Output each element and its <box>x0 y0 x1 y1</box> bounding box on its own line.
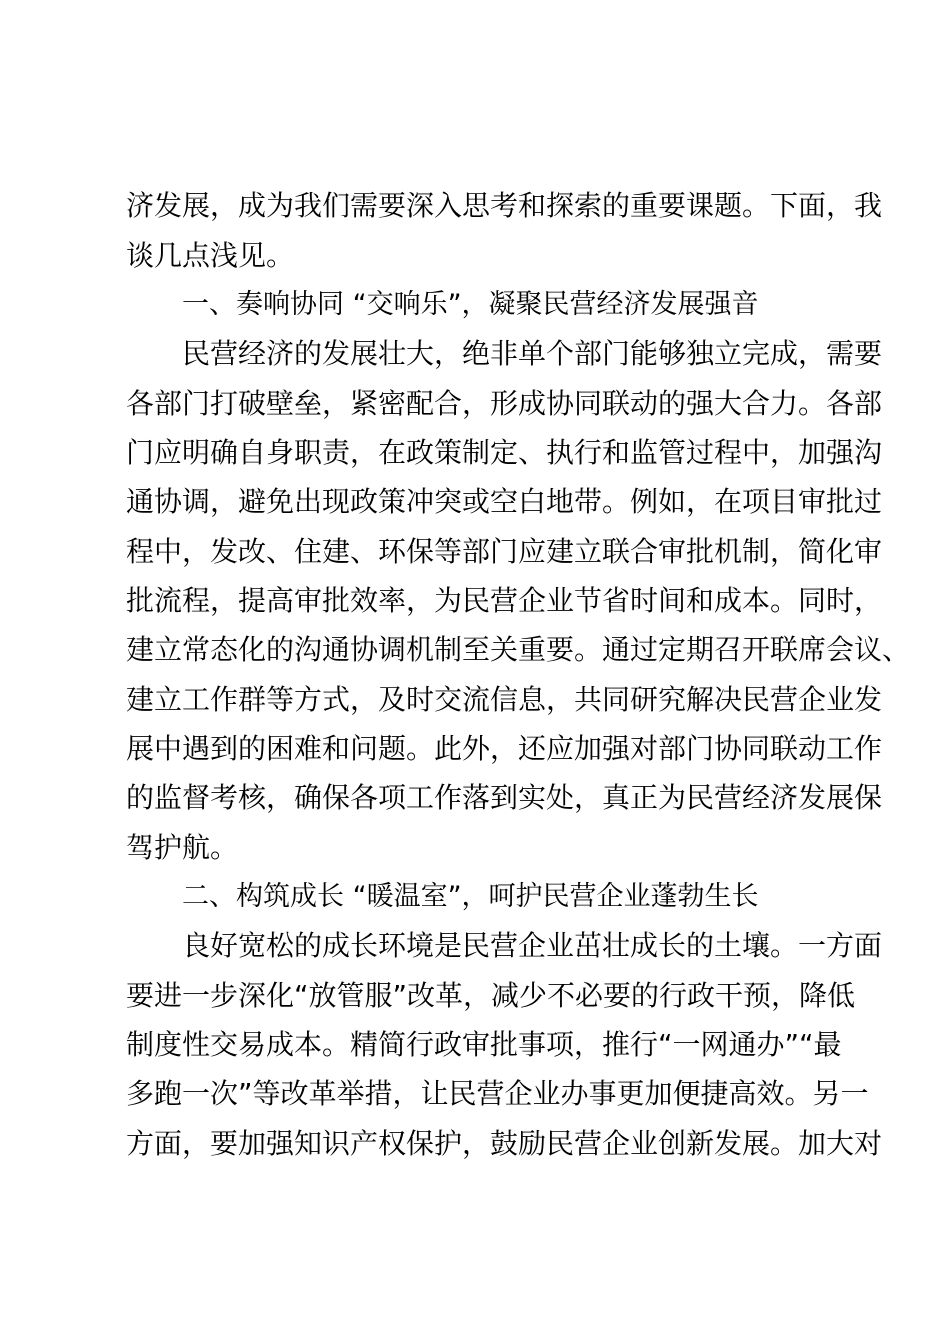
body-text-line: 各部门打破壁垒，紧密配合，形成协同联动的强大合力。各部 <box>126 387 883 420</box>
body-text-line: 要进一步深化“放管服”改革，减少不必要的行政干预，降低 <box>126 979 856 1012</box>
section-heading: 二、构筑成长 “暖温室”，呵护民营企业蓬勃生长 <box>182 881 759 912</box>
body-text-line: 良好宽松的成长环境是民营企业茁壮成长的土壤。一方面 <box>182 929 883 962</box>
body-text-line: 批流程，提高审批效率，为民营企业节省时间和成本。同时， <box>126 584 883 617</box>
body-text-line: 多跑一次”等改革举措，让民营企业办事更加便捷高效。另一 <box>126 1077 869 1110</box>
body-text-line: 济发展，成为我们需要深入思考和探索的重要课题。下面，我 <box>126 189 883 222</box>
body-text-line: 程中，发改、住建、环保等部门应建立联合审批机制，简化审 <box>126 535 883 568</box>
body-text-line: 方面，要加强知识产权保护，鼓励民营企业创新发展。加大对 <box>126 1127 883 1160</box>
body-text-line: 民营经济的发展壮大，绝非单个部门能够独立完成，需要 <box>182 337 883 370</box>
body-text-line: 的监督考核，确保各项工作落到实处，真正为民营经济发展保 <box>126 781 883 814</box>
body-text-line: 展中遇到的困难和问题。此外，还应加强对部门协同联动工作 <box>126 732 883 765</box>
body-text-line: 建立常态化的沟通协调机制至关重要。通过定期召开联席会议、 <box>126 633 911 666</box>
body-text-line: 通协调，避免出现政策冲突或空白地带。例如，在项目审批过 <box>126 485 883 518</box>
body-text-line: 制度性交易成本。精简行政审批事项，推行“一网通办”“最 <box>126 1028 842 1061</box>
section-heading: 一、奏响协同 “交响乐”，凝聚民营经济发展强音 <box>182 289 759 320</box>
body-text-line: 建立工作群等方式，及时交流信息，共同研究解决民营企业发 <box>126 683 883 716</box>
body-text-line: 门应明确自身职责，在政策制定、执行和监管过程中，加强沟 <box>126 436 883 469</box>
body-text-line: 驾护航。 <box>126 831 239 864</box>
body-text-line: 谈几点浅见。 <box>126 239 295 272</box>
